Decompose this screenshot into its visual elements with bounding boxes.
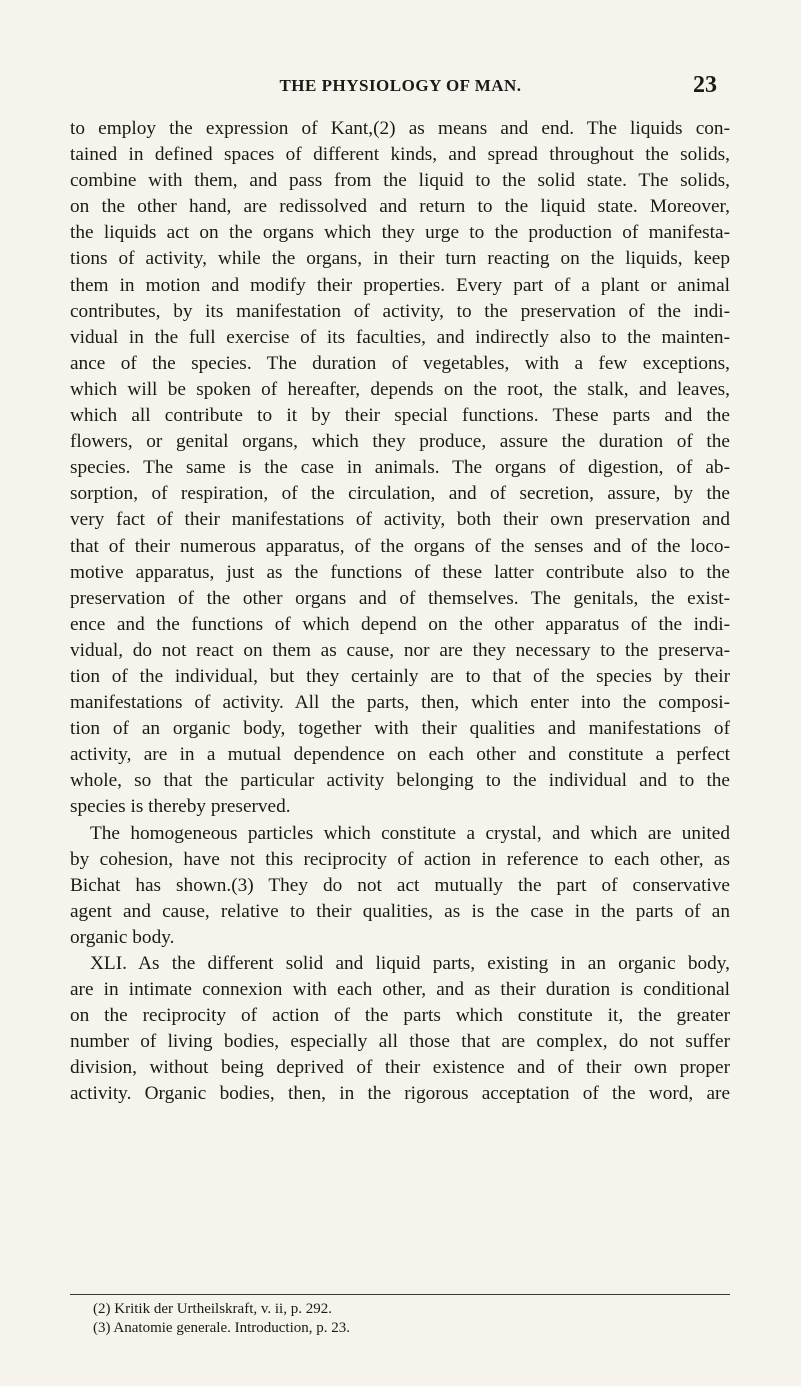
text-line: on the reciprocity of action of the parts which constitute it, the greater bbox=[70, 1005, 730, 1027]
text-line: Bichat has shown.(3) They do not act mutually the part of conservative bbox=[70, 874, 730, 896]
running-title: THE PHYSIOLOGY OF MAN. bbox=[279, 76, 522, 95]
text-line: sorption, of respiration, of the circulation, and of secretion, assure, by the bbox=[70, 483, 730, 505]
page-number: 23 bbox=[693, 72, 717, 98]
footnote: (3) Anatomie generale. Introduction, p. 23. bbox=[93, 1320, 351, 1336]
text-line: number of living bodies, especially all those that are complex, do not suffer bbox=[70, 1031, 730, 1053]
text-line: tion of the individual, but they certainly are to that of the species by their bbox=[70, 665, 730, 687]
text-line: the liquids act on the organs which they urge to the production of manifesta- bbox=[70, 222, 730, 244]
text-line: by cohesion, have not this reciprocity of action in reference to each other, as bbox=[70, 848, 730, 870]
text-line: very fact of their manifestations of activity, both their own preservation and bbox=[70, 509, 730, 531]
text-line: that of their numerous apparatus, of the organs of the senses and of the loco- bbox=[70, 535, 730, 557]
text-line: flowers, or genital organs, which they produce, assure the duration of the bbox=[70, 431, 730, 453]
text-line: tions of activity, while the organs, in their turn reacting on the liquids, keep bbox=[70, 248, 730, 270]
text-line: activity, are in a mutual dependence on each other and constitute a perfect bbox=[70, 744, 730, 766]
text-line: combine with them, and pass from the liquid to the solid state. The solids, bbox=[70, 170, 730, 192]
text-line: division, without being deprived of their existence and of their own proper bbox=[70, 1057, 730, 1079]
text-line: organic body. bbox=[70, 926, 175, 948]
text-line: which all contribute to it by their special functions. These parts and the bbox=[70, 405, 730, 427]
running-head bbox=[0, 74, 801, 104]
text-line: which will be spoken of hereafter, depends on the root, the stalk, and leaves, bbox=[70, 378, 730, 400]
body-text bbox=[70, 116, 730, 1108]
text-line: contributes, by its manifestation of activity, to the preservation of the indi- bbox=[70, 300, 730, 322]
text-line: are in intimate connexion with each other, and as their duration is conditional bbox=[70, 979, 730, 1001]
text-line: them in motion and modify their properties. Every part of a plant or animal bbox=[70, 274, 730, 296]
text-line: tained in defined spaces of different kinds, and spread throughout the solids, bbox=[70, 144, 730, 166]
text-line: vidual, do not react on them as cause, nor are they necessary to the preserva- bbox=[70, 639, 730, 661]
footnote-divider bbox=[70, 1294, 730, 1295]
text-line: on the other hand, are redissolved and return to the liquid state. Moreover, bbox=[70, 196, 730, 218]
text-line: species. The same is the case in animals. The organs of digestion, of ab- bbox=[70, 457, 730, 479]
text-line: ance of the species. The duration of vegetables, with a few exceptions, bbox=[70, 352, 730, 374]
text-line: The homogeneous particles which constitute a crystal, and which are united bbox=[90, 822, 730, 844]
footnote: (2) Kritik der Urtheilskraft, v. ii, p. 292. bbox=[93, 1301, 332, 1317]
text-line: ence and the functions of which depend on the other apparatus of the indi- bbox=[70, 613, 730, 635]
text-line: XLI. As the different solid and liquid parts, existing in an organic body, bbox=[90, 953, 730, 974]
footnotes bbox=[93, 1300, 713, 1338]
text-line: species is thereby preserved. bbox=[70, 796, 291, 818]
text-line: preservation of the other organs and of themselves. The genitals, the exist- bbox=[70, 587, 730, 609]
text-line: motive apparatus, just as the functions of these latter contribute also to the bbox=[70, 561, 730, 583]
text-line: tion of an organic body, together with their qualities and manifestations of bbox=[70, 718, 730, 740]
text-line: manifestations of activity. All the parts, then, which enter into the composi- bbox=[70, 692, 730, 714]
text-line: to employ the expression of Kant,(2) as means and end. The liquids con- bbox=[70, 118, 730, 139]
text-line: whole, so that the particular activity belonging to the individual and to the bbox=[70, 770, 730, 792]
text-line: activity. Organic bodies, then, in the rigorous acceptation of the word, are bbox=[70, 1083, 730, 1105]
text-line: vidual in the full exercise of its faculties, and indirectly also to the mainten- bbox=[70, 326, 730, 348]
text-line: agent and cause, relative to their qualities, as is the case in the parts of an bbox=[70, 900, 730, 922]
